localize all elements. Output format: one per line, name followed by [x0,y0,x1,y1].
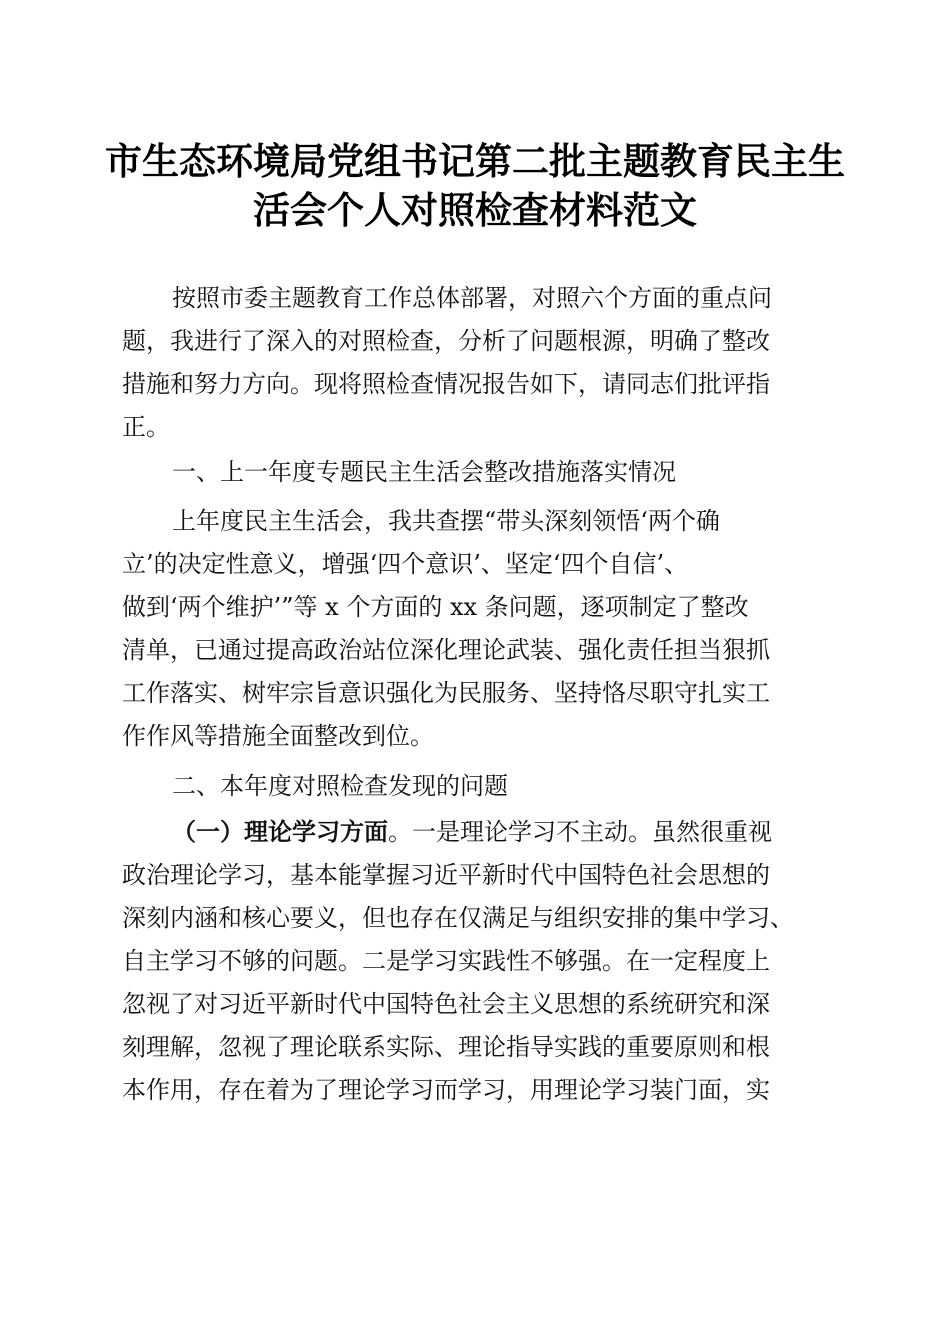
section1-line: 做到‘两个维护’”等 x 个方面的 xx 条问题，逐项制定了整改 [122,593,749,621]
intro-line: 题，我进行了深入的对照检查，分析了问题根源，明确了整改 [122,327,770,355]
section2-first-line [172,817,772,847]
section2-line: 忽视了对习近平新时代中国特色社会主义思想的系统研究和深 [122,990,770,1018]
section2-line: 深刻内涵和核心要义，但也存在仅满足与组织安排的集中学习、 [122,904,794,932]
intro-line: 正。 [122,413,170,441]
section1-line: 工作落实、树牢宗旨意识强化为民服务、坚持恪尽职守扎实工 [122,679,770,707]
intro-line: 按照市委主题教育工作总体部署，对照六个方面的重点问 [172,284,772,312]
subsection-label: （一）理论学习方面 [172,818,388,846]
section1-line: 作作风等措施全面整改到位。 [122,722,434,750]
section1-line: 立’的决定性意义，增强‘四个意识’、坚定‘四个自信’、 [122,550,689,578]
section2-line: 政治理论学习，基本能掌握习近平新时代中国特色社会思想的 [122,861,770,889]
document-title-line-1: 市生态环境局党组书记第二批主题教育民主生 [105,139,845,183]
section2-first-line-rest: 。一是理论学习不主动。虽然很重视 [388,818,772,846]
section2-line: 自主学习不够的问题。二是学习实践性不够强。在一定程度上 [122,947,770,975]
section-heading-1: 一、上一年度专题民主生活会整改措施落实情况 [172,458,676,486]
section2-line: 本作用，存在着为了理论学习而学习，用理论学习装门面，实 [122,1076,770,1104]
section1-line: 上年度民主生活会，我共查摆“带头深刻领悟‘两个确 [172,507,720,535]
intro-line: 措施和努力方向。现将照检查情况报告如下，请同志们批评指 [122,370,770,398]
document-title-line-2: 活会个人对照检查材料范文 [253,188,697,232]
section-heading-2: 二、本年度对照检查发现的问题 [172,772,508,800]
section2-line: 刻理解，忽视了理论联系实际、理论指导实践的重要原则和根 [122,1033,770,1061]
section1-line: 清单，已通过提高政治站位深化理论武装、强化责任担当狠抓 [122,636,770,664]
